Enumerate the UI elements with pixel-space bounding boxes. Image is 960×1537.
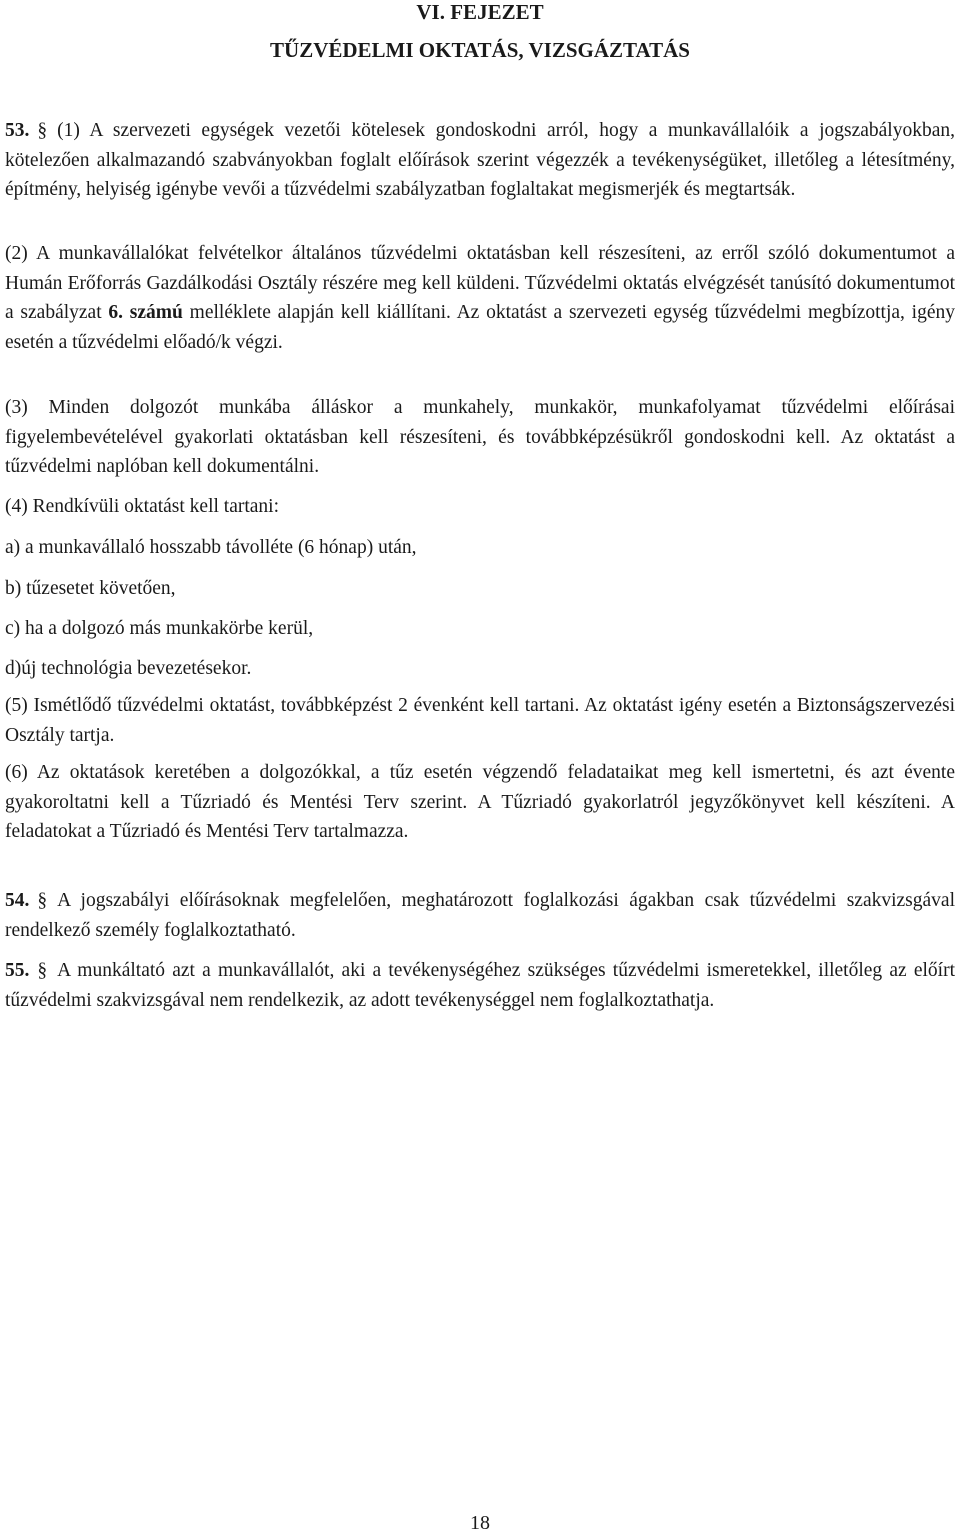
section-text: (1) A szervezeti egységek vezetői kötelesek gondoskodni arról, hogy a munkavállalóik a jogszabályokban, kötelezően alkalmazandó szabványokban foglalt előírások szerint végezzék a tevékenységüket, illetőleg a létesítmény, építmény, helyiség igénybe vevői a tűzvédelmi szabályzatban foglaltakat megismerjék és megtartsák. [5,120,955,200]
paragraph-4-intro: (4) Rendkívüli oktatást kell tartani: [5,496,280,517]
list-item: a) a munkavállaló hosszabb távolléte (6 hónap) után, [5,537,417,558]
section-number: 53. [5,120,30,141]
paragraph-3: (3) Minden dolgozót munkába álláskor a munkahely, munkakör, munkafolyamat tűzvédelmi előírásai figyelembevételével gyakorlati oktatásban kell részesíteni, és továbbképzésükről gondoskodni kell. Az oktatást a tűzvédelmi naplóban kell dokumentálni. [5,397,955,477]
section-text: A jogszabályi előírásoknak megfelelően, meghatározott foglalkozási ágakban csak tűzvédelmi szakvizsgával rendelkező személy foglalkoztatható. [5,890,955,941]
section-text: A munkáltató azt a munkavállalót, aki a tevékenységéhez szükséges tűzvédelmi ismeretekkel, illetőleg az előírt tűzvédelmi szakvizsgával nem rendelkezik, az adott tevékenységgel nem foglalkoztathatja. [5,960,955,1011]
section-symbol: § [37,890,48,911]
section-number: 55. [5,960,30,981]
chapter-title: TŰZVÉDELMI OKTATÁS, VIZSGÁZTATÁS [270,38,690,62]
list-item: d)új technológia bevezetésekor. [5,658,252,679]
paragraph-text: (2) A munkavállalókat felvételkor általános tűzvédelmi oktatásban kell részesíteni, az erről szóló dokumentumot a Humán Erőforrás Gazdálkodási Osztály részére meg kell küldeni. Tűzvédelmi oktatás elvégzését tanúsító dokumentumot a szabályzat [5,243,955,323]
list-item: b) tűzesetet követően, [5,578,176,599]
paragraph-2 [5,239,955,357]
paragraph-bold-ref: 6. számú [108,302,183,323]
section-symbol: § [37,120,48,141]
section-symbol: § [37,960,48,981]
section-53 [5,116,955,205]
paragraph-5: (5) Ismétlődő tűzvédelmi oktatást, továbbképzést 2 évenként kell tartani. Az oktatást igény esetén a Biztonságszervezési Osztály tartja. [5,695,955,746]
section-54 [5,886,955,945]
section-55 [5,956,955,1015]
paragraph-6: (6) Az oktatások keretében a dolgozókkal, a tűz esetén végzendő feladataikat meg kell ismertetni, és azt évente gyakoroltatni kell a Tűzriadó és Mentési Terv szerint. A Tűzriadó gyakorlatról jegyzőkönyvet kell készíteni. A feladatokat a Tűzriadó és Mentési Terv tartalmazza. [5,762,955,842]
paragraph-text: melléklete alapján kell kiállítani. Az oktatást a szervezeti egység tűzvédelmi megbízottja, igény esetén a tűzvédelmi előadó/k végzi. [5,302,956,353]
chapter-heading: VI. FEJEZET [416,0,544,24]
section-number: 54. [5,890,30,911]
page-number: 18 [470,1512,490,1534]
list-item: c) ha a dolgozó más munkakörbe kerül, [5,618,314,639]
